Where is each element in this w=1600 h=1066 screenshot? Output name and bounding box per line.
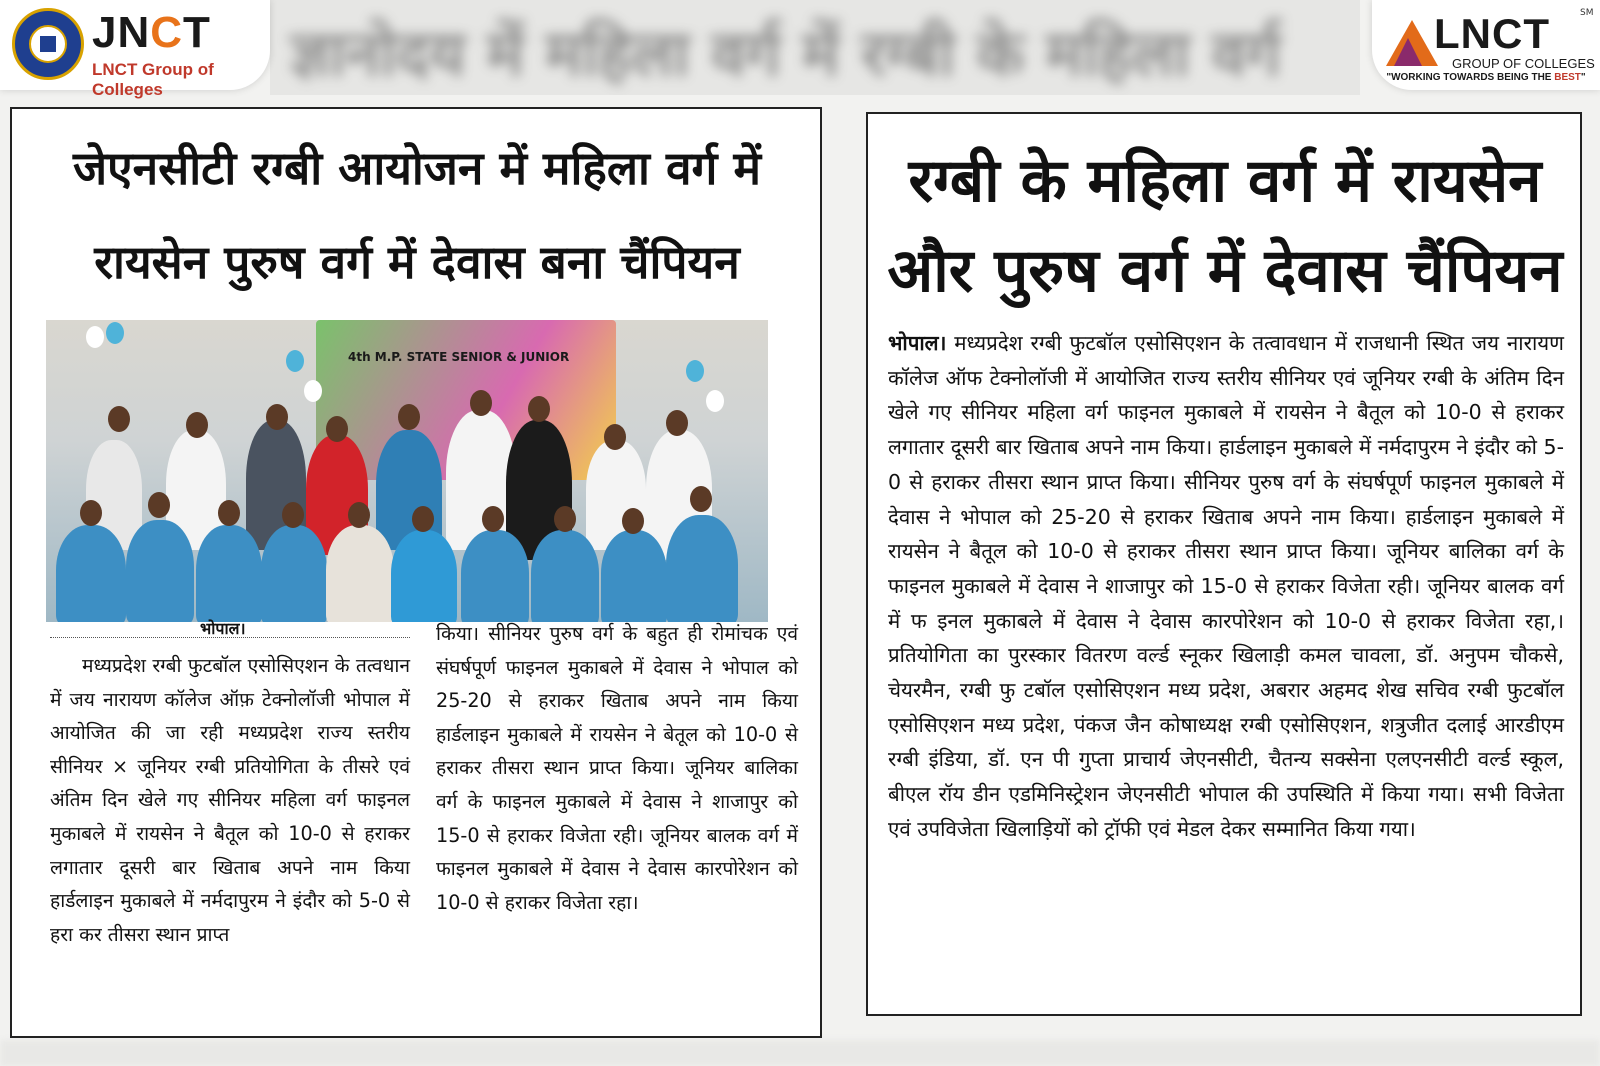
clipping-left-column-2: किया। सीनियर पुरुष वर्ग के बहुत ही रोमांचक एवं संघर्षपूर्ण फाइनल मुकाबले में देवास ने भोपाल को 25-20 से हराकर खिताब अपने नाम किया हार्डलाइन मुकाबले में रायसेन ने बेतूल को 10-0 से हराकर तीसरा स्थान प्राप्त किया। जूनियर बालिका वर्ग के फाइनल मुकाबले में देवास ने शाजापुर को 15-0 से हराकर विजेता रही। जूनियर बालक वर्ग में फाइनल मुकाबले में देवास ने देवास कारपोरेशन को 10-0 से हराकर विजेता रहा। — [436, 622, 798, 914]
clipping-left-column-1: मध्यप्रदेश रग्बी फुटबॉल एसोसिएशन के तत्वधान में जय नारायण कॉलेज ऑफ़ टेक्नोलॉजी भोपाल में आयोजित की जा रही मध्यप्रदेश राज्य स्तरीय सीनियर × जूनियर रग्बी प्रतियोगिता के तीसरे एवं अंतिम दिन खेले गए सीनियर महिला वर्ग फाइनल मुकाबले में रायसेन ने बैतूल को 10-0 से हराकर लगातार दूसरी बार खिताब अपने नाम किया हार्डलाइन मुकाबले में नर्मदापुरम ने इंदौर को 5-0 से हरा कर तीसरा स्थान प्राप्त — [50, 654, 410, 946]
balloon-icon — [86, 326, 104, 348]
balloon-icon — [106, 322, 124, 344]
blurred-background-headline: ज्ञानोदय में महिला वर्ग में रग्बी के महिला वर्ग — [270, 0, 1360, 95]
lnct-wordmark: LNCT — [1434, 10, 1550, 57]
newspaper-clipping-right — [866, 112, 1582, 1016]
lnct-tagline: "WORKING TOWARDS BEING THE BEST" — [1386, 72, 1586, 83]
dateline-rule — [50, 637, 410, 638]
balloon-icon — [686, 360, 704, 382]
event-group-photo — [46, 320, 768, 622]
jnct-subtitle: LNCT Group of Colleges — [92, 60, 214, 99]
newspaper-clipping-left — [10, 107, 822, 1038]
clipping-right-headline: रग्बी के महिला वर्ग में रायसेन और पुरुष वर्ग में देवास चैंपियन — [887, 146, 1563, 306]
clipping-right-text: मध्यप्रदेश रग्बी फुटबॉल एसोसिएशन के तत्वावधान में राजधानी स्थित जय नारायण कॉलेज ऑफ टेक्नोलॉजी में आयोजित राज्य स्तरीय सीनियर एवं जूनियर रग्बी के अंतिम दिन खेले गए सीनियर महिला वर्ग फाइनल मुकाबले में रायसेन ने बैतूल को 10-0 से हराकर लगातार दूसरी बार खिताब अपने नाम किया। हार्डलाइन मुकाबले में नर्मदापुरम ने इंदौर को 5-0 से हराकर तीसरा स्थान प्राप्त किया। सीनियर पुरुष वर्ग के संघर्षपूर्ण फाइनल मुकाबले में देवास ने भोपाल को 25-20 से हराकर खिताब अपने नाम किया। हार्डलाइन मुकाबले में रायसेन ने बैतूल को 10-0 से हराकर तीसरा स्थान प्राप्त किया। जूनियर बालिका वर्ग के फाइनल मुकाबले में देवास ने शाजापुर को 15-0 से हराकर विजेता रही। जूनियर बालक वर्ग में फ इनल मुकाबले में देवास ने देवास कारपोरेशन को 10-0 से हराकर विजेता रहा,। प्रतियोगिता का पुरस्कार वितरण वर्ल्ड स्नूकर खिलाड़ी कमल चावला, डॉ. अनुपम चौकसे, चेयरमैन, रग्बी फु टबॉल एसोसिएशन मध्य प्रदेश, अबरार अहमद शेख सचिव रग्बी फुटबॉल एसोसिएशन मध्य प्रदेश, पंकज जैन कोषाध्यक्ष रग्बी एसोसिएशन, शत्रुजीत दलाई आरडीएम रग्बी इंडिया, डॉ. एन पी गुप्ता प्राचार्य जेएनसीटी, चैतन्य सक्सेना एलएनसीटी वर्ल्ड स्कूल, बीएल रॉय डीन एडमिनिस्ट्रेशन जेएनसीटी भोपाल की उपस्थिति में किया गया। सभी विजेता एवं उपविजेता खिलाड़ियों को ट्रॉफी एवं मेडल देकर सम्मानित किया गया। — [888, 331, 1565, 841]
lnct-subtitle: GROUP OF COLLEGES — [1452, 56, 1595, 71]
clipping-right-body — [888, 326, 1564, 847]
balloon-icon — [286, 350, 304, 372]
clipping-right-dateline: भोपाल। — [888, 331, 947, 355]
balloon-icon — [706, 390, 724, 412]
clipping-left-headline: जेएनसीटी रग्बी आयोजन में महिला वर्ग में रायसेन पुरुष वर्ग में देवास बना चैंपियन — [73, 141, 761, 289]
jnct-logo — [0, 0, 270, 99]
lnct-triangle-inner-icon — [1394, 38, 1422, 66]
jnct-wordmark: JNCT — [92, 8, 211, 57]
banner-text: 4th M.P. STATE SENIOR & JUNIOR — [348, 350, 570, 364]
clipping-left-dateline: भोपाल। — [200, 619, 246, 638]
blurred-bottom-strip — [0, 1040, 1600, 1066]
balloon-icon — [304, 380, 322, 402]
lnct-sm-mark: SM — [1580, 8, 1594, 18]
lnct-logo — [1372, 0, 1600, 90]
jnct-crest-icon — [12, 8, 84, 80]
